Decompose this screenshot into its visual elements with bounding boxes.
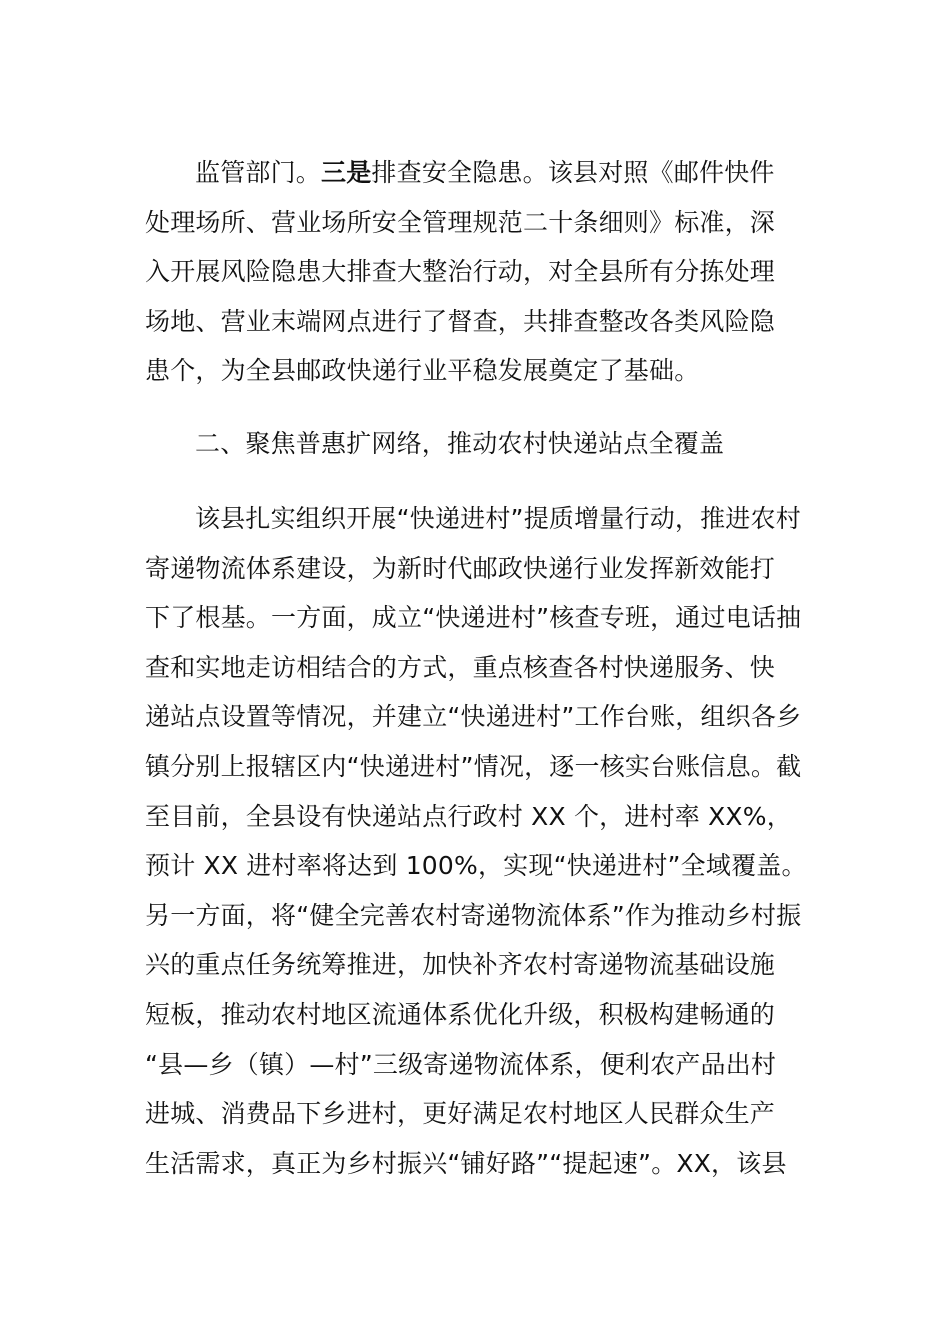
- paragraph-2-line: 另一方面，将“健全完善农村寄递物流体系”作为推动乡村振: [145, 900, 802, 930]
- paragraph-2-line: 进城、消费品下乡进村，更好满足农村地区人民群众生产: [145, 1099, 776, 1129]
- bold-lead-text: 三是: [321, 158, 372, 187]
- paragraph-1-line: 入开展风险隐患大排查大整治行动，对全县所有分拣处理: [145, 257, 776, 287]
- paragraph-2-line: 查和实地走访相结合的方式，重点核查各村快递服务、快: [145, 652, 776, 682]
- paragraph-2-line: 该县扎实组织开展“快递进村”提质增量行动，推进农村: [195, 504, 801, 533]
- paragraph-2-line: 短板，推动农村地区流通体系优化升级，积极构建畅通的: [145, 999, 776, 1029]
- text-segment: 排查安全隐患。该县对照《邮件快件: [371, 158, 775, 187]
- section-heading-text: 二、聚焦普惠扩网络，推动农村快递站点全覆盖: [195, 429, 725, 458]
- paragraph-2-line: 递站点设置等情况，并建立“快递进村”工作台账，组织各乡: [145, 702, 802, 732]
- paragraph-1-line-1: [145, 148, 810, 198]
- paragraph-1-line: 患个，为全县邮政快递行业平稳发展奠定了基础。: [145, 356, 700, 386]
- section-heading: [145, 419, 810, 469]
- paragraph-1-line: 场地、营业末端网点进行了督查，共排查整改各类风险隐: [145, 306, 776, 336]
- paragraph-2: [145, 494, 810, 1188]
- paragraph-1-line: 处理场所、营业场所安全管理规范二十条细则》标准，深: [145, 207, 776, 237]
- paragraph-2-line: 镇分别上报辖区内“快递进村”情况，逐一核实台账信息。截: [145, 751, 802, 781]
- paragraph-2-line: 预计 XX 进村率将达到 100%，实现“快递进村”全域覆盖。: [145, 851, 807, 881]
- paragraph-2-line: “县—乡（镇）—村”三级寄递物流体系，便利农产品出村: [145, 1049, 777, 1079]
- paragraph-2-line: 至目前，全县设有快递站点行政村 XX 个，进村率 XX%，: [145, 801, 792, 831]
- paragraph-2-line: 下了根基。一方面，成立“快递进村”核查专班，通过电话抽: [145, 603, 802, 633]
- paragraph-2-line: 兴的重点任务统筹推进，加快补齐农村寄递物流基础设施: [145, 950, 776, 980]
- paragraph-1: [145, 148, 810, 396]
- paragraph-2-line: 寄递物流体系建设，为新时代邮政快递行业发挥新效能打: [145, 553, 776, 583]
- text-segment: 监管部门。: [195, 158, 322, 187]
- paragraph-2-line: 生活需求，真正为乡村振兴“铺好路”“提起速”。XX，该县: [145, 1148, 787, 1178]
